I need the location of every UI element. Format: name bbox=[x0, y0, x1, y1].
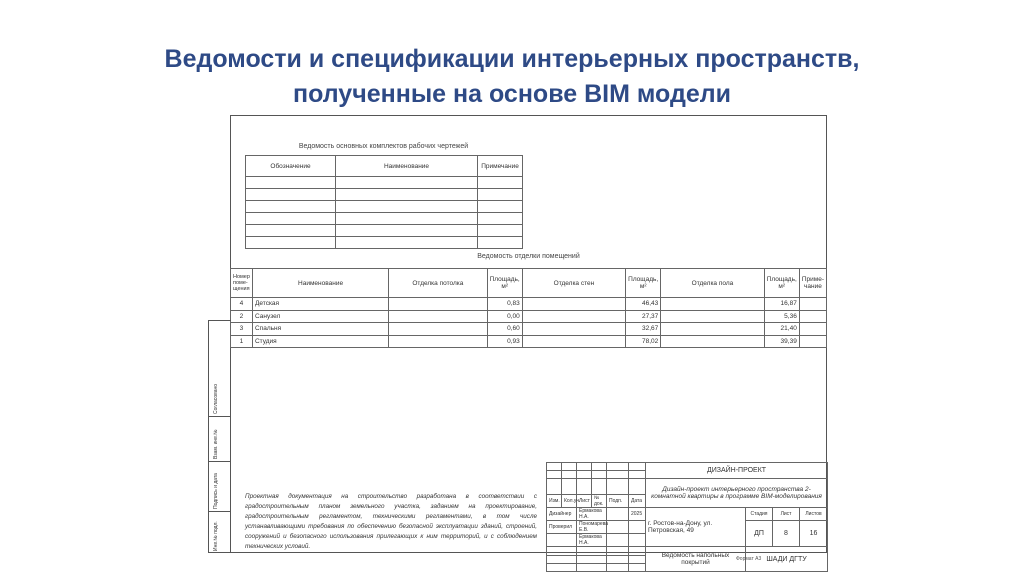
cell-text: 2025 bbox=[629, 508, 646, 521]
cell-text: 21,40 bbox=[764, 323, 799, 336]
format-label: Формат А3 bbox=[736, 556, 762, 562]
cell-text: Наименование bbox=[336, 156, 478, 177]
cell-text: Детская bbox=[252, 298, 388, 311]
cell-text: Ведомость напольных покрытий bbox=[646, 547, 746, 572]
cell-text: Стадия bbox=[746, 508, 773, 521]
cell-text: Приме-чание bbox=[799, 269, 826, 298]
cell-text: 39,39 bbox=[764, 335, 799, 348]
table-row bbox=[231, 298, 827, 311]
cell-text: 1 bbox=[231, 335, 253, 348]
cell-text: Отделка пола bbox=[661, 269, 764, 298]
slide-title bbox=[0, 42, 1024, 112]
cell-text: Площадь, м² bbox=[487, 269, 522, 298]
cell-text: Санузел bbox=[252, 310, 388, 323]
stamp-label: Инв.№ подл. bbox=[213, 521, 219, 551]
title-line: полученные на основе BIM модели bbox=[293, 80, 731, 108]
stamp-label: Взам. инв.№ bbox=[213, 429, 219, 459]
sets-table-title: Ведомость основных комплектов рабочих чертежей bbox=[298, 143, 469, 150]
stamp-cell bbox=[209, 321, 231, 416]
sets-table bbox=[245, 155, 523, 249]
cell-text: 16 bbox=[800, 521, 828, 547]
cell-text: 32,67 bbox=[626, 323, 661, 336]
title-line: Ведомости и спецификации интерьерных пространств, bbox=[164, 45, 860, 73]
table-row bbox=[231, 335, 827, 348]
title-block bbox=[546, 462, 828, 572]
stamp-cell bbox=[209, 461, 231, 511]
stamp-label: Согласовано bbox=[213, 383, 219, 414]
cell-text: 78,02 bbox=[626, 335, 661, 348]
cell-text: Изм. bbox=[547, 495, 562, 508]
cell-text: Подп. bbox=[607, 495, 629, 508]
cell-text: ДП bbox=[746, 521, 773, 547]
cell-text: 2 bbox=[231, 310, 253, 323]
cell-text: Дизайнер bbox=[547, 508, 577, 521]
cell-text: Номер поме-щения bbox=[231, 269, 253, 298]
cell-text: ДИЗАЙН-ПРОЕКТ bbox=[646, 463, 828, 479]
cell-text: 16,87 bbox=[764, 298, 799, 311]
note-text: Проектная документация на строительство разработана в соответствии с градостроительным планом земельного участка, заданием на проектирование, градостроительным регламентом, техническими регламентами, в том числе устанавливающими требования по обеспечению безопасной эксплуатации зданий, строений, сооружений и безопасного использования прилегающих к ним территорий, и с соблюдением технических условий. bbox=[245, 493, 537, 550]
cell-text: Пономарева Е.В. bbox=[577, 521, 607, 534]
cell-text: Ермакова Н.А. bbox=[577, 508, 607, 521]
cell-text: 4 bbox=[231, 298, 253, 311]
cell-text: Отделка стен bbox=[522, 269, 625, 298]
cell-text: 27,37 bbox=[626, 310, 661, 323]
stamp-label: Подпись и дата bbox=[213, 473, 219, 509]
cell-text: 0,00 bbox=[487, 310, 522, 323]
rooms-table bbox=[230, 268, 827, 348]
cell-text: 8 bbox=[773, 521, 800, 547]
cell-text: ШАДИ ДГТУ bbox=[746, 547, 828, 572]
cell-text: 0,93 bbox=[487, 335, 522, 348]
cell-text: Дата bbox=[629, 495, 646, 508]
cell-text: Ермакова Н.А. bbox=[577, 534, 607, 547]
cell-text: Примечание bbox=[478, 156, 523, 177]
cell-text: 5,36 bbox=[764, 310, 799, 323]
cell-text: Дизайн-проект интерьерного пространства 2-комнатной квартиры в программе BIM-моделирования bbox=[646, 479, 828, 508]
cell-text: Листов bbox=[800, 508, 828, 521]
cell-text: Площадь, м² bbox=[764, 269, 799, 298]
cell-text: Кол.уч. bbox=[562, 495, 577, 508]
table-row bbox=[231, 323, 827, 336]
table-row bbox=[231, 310, 827, 323]
cell-text: 3 bbox=[231, 323, 253, 336]
cell-text: 0,60 bbox=[487, 323, 522, 336]
cell-text: Спальня bbox=[252, 323, 388, 336]
cell-text: № док. bbox=[592, 495, 607, 508]
side-stamp bbox=[208, 320, 231, 553]
stamp-cell bbox=[209, 416, 231, 461]
cell-text: Обозначение bbox=[246, 156, 336, 177]
cell-text: 46,43 bbox=[626, 298, 661, 311]
cell-text: Лист bbox=[577, 495, 592, 508]
cell-text: Студия bbox=[252, 335, 388, 348]
cell-text: Лист bbox=[773, 508, 800, 521]
rooms-table-title: Ведомость отделки помещений bbox=[477, 253, 580, 260]
cell-text: Проверил bbox=[547, 521, 577, 534]
stamp-cell bbox=[209, 511, 231, 553]
cell-text: г. Ростов-на-Дону, ул. Петровская, 49 bbox=[646, 508, 746, 547]
cell-text: 0,83 bbox=[487, 298, 522, 311]
cell-text: Отделка потолка bbox=[389, 269, 488, 298]
cell-text: Площадь, м² bbox=[626, 269, 661, 298]
cell-text: Наименование bbox=[252, 269, 388, 298]
